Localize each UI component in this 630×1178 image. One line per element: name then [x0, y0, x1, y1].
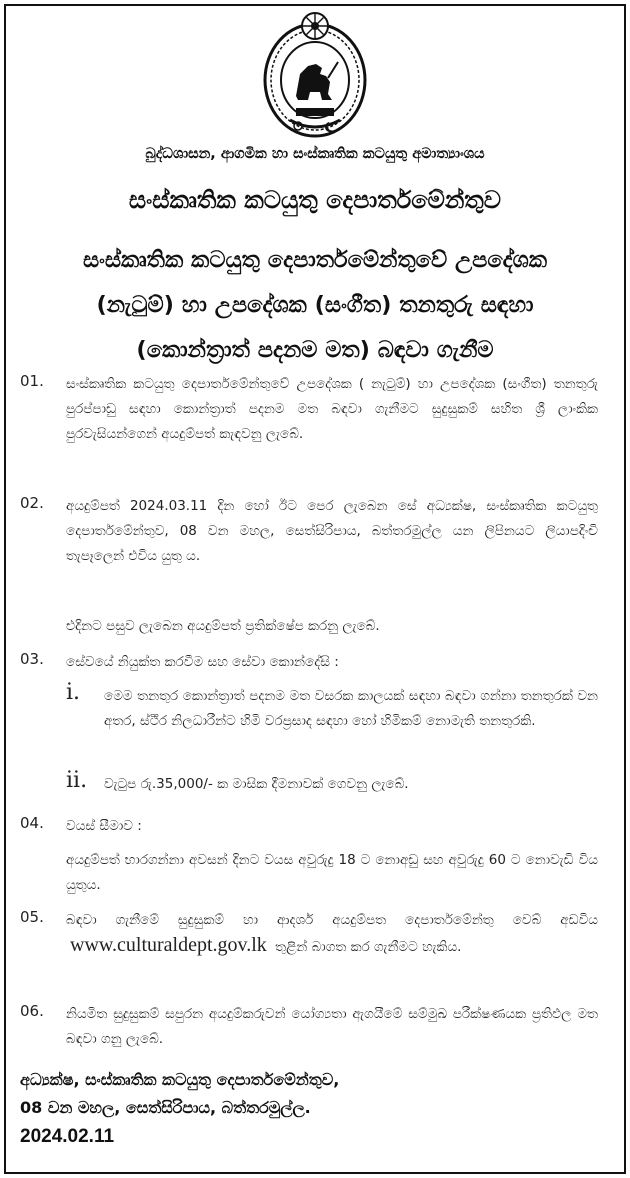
department-name: සංස්කෘතික කටයුතු දෙපාර්තමේන්තුව [128, 186, 502, 214]
item-text: නියමිත සුදුසුකම් සපුරන අයදුම්කරුවන් යෝග්‍යතා ඇගයීමේ සම්මුඛ පරීක්ෂණයක ප්‍රතිඵල මත බඳවා ගනු ලැබේ. [66, 1006, 598, 1047]
item-number: 03. [20, 650, 44, 668]
item-text: සංස්කෘතික කටයුතු දෙපාර්තමේන්තුවේ උපදේශක ( නැටුම්) හා උපදේශක (සංගීත) තනතුරු පුරප්පාඩු සඳහා කොන්ත්‍රාත් පදනම මත බඳවා ගැනීමට සුදුසුකම් සහිත ශ්‍රී ලාංකික පුරවැසියන්ගෙන් අයදුම්පත් කැඳවනු ලැබේ. [66, 376, 598, 442]
sri-lanka-emblem-icon [256, 8, 374, 140]
item-number: 01. [20, 372, 44, 390]
item-note: අයදුම්පත් භාරගන්නා අවසන් දිනට වයස අවුරුදු 18 ට නොඅඩු සහ අවුරුදු 60 ට නොවැඩි විය යුතුය. [66, 852, 598, 893]
item-number: 04. [20, 814, 44, 832]
item-text-part: තුළින් බාගත කර ගැනීමට හැකිය. [275, 939, 462, 955]
title-line: (කොන්ත්‍රාත් පදනම මත) බඳවා ගැනීම [136, 337, 494, 363]
notice-date: 2024.02.11 [20, 1126, 115, 1147]
sub-item-text: මෙම තනතුර කොන්ත්‍රාත් පදනම මත වසරක කාලයක් සඳහා බඳවා ගන්නා තනතුරක් වන අතර, ස්ථිර නිලධාරීන්ට හිමි වරප්‍රසාද සඳහා හෝ හිමිකම් නොමැති තනතුරකි. [104, 688, 598, 729]
sub-item-number: i. [66, 680, 81, 705]
item-number: 05. [20, 908, 44, 926]
item-text-part: බඳවා ගැනීමේ සුදුසුකම් හා ආදර්ශ අයදුම්පත දෙපාර්තමේන්තු වෙබ් අඩවිය [66, 912, 598, 928]
sub-item-text: වැටුප රු.35,000/- ක මාසික දීමනාවක් ගෙවනු ලැබේ. [104, 776, 409, 792]
website-link[interactable]: www.culturaldept.gov.lk [70, 934, 267, 956]
item-text: අයදුම්පත් 2024.03.11 දින හෝ ඊට පෙර ලැබෙන සේ අධ්‍යක්ෂ, සංස්කෘතික කටයුතු දෙපාර්තමේන්තුව, 08 වන මහල, සෙත්සිරිපාය, බත්තරමුල්ල යන ලිපිනයට ලියාපදිංචි තැපෑලෙන් එවිය යුතු ය. [66, 498, 598, 564]
notice-title [20, 238, 610, 373]
item-text [66, 908, 598, 960]
signatory-address: 08 වන මහල, සෙත්සිරිපාය, බත්තරමුල්ල. [20, 1098, 311, 1117]
item-number: 02. [20, 494, 44, 512]
title-line: සංස්කෘතික කටයුතු දෙපාර්තමේන්තුවේ උපදේශක [82, 247, 548, 273]
item-note: එදිනට පසුව ලැබෙන අයදුම්පත් ප්‍රතික්ෂේප කරනු ලැබේ. [66, 618, 380, 634]
item-number: 06. [20, 1002, 44, 1020]
title-line: (නැටුම්) හා උපදේශක (සංගීත) තනතුරු සඳහා [96, 292, 534, 318]
sub-item-number: ii. [66, 768, 88, 793]
signatory-title: අධ්‍යක්ෂ, සංස්කෘතික කටයුතු දෙපාර්තමේන්තුව, [20, 1070, 340, 1089]
signatory-block [20, 1066, 339, 1122]
item-text: සේවයේ නියුක්ත කරවීම සහ සේවා කොන්දේසි : [66, 654, 339, 670]
item-text: වයස් සීමාව : [66, 818, 142, 834]
notice-frame [4, 4, 626, 1174]
ministry-name: බුද්ධශාසන, ආගමික හා සංස්කෘතික කටයුතු අමාත්‍යාංශය [145, 146, 485, 162]
